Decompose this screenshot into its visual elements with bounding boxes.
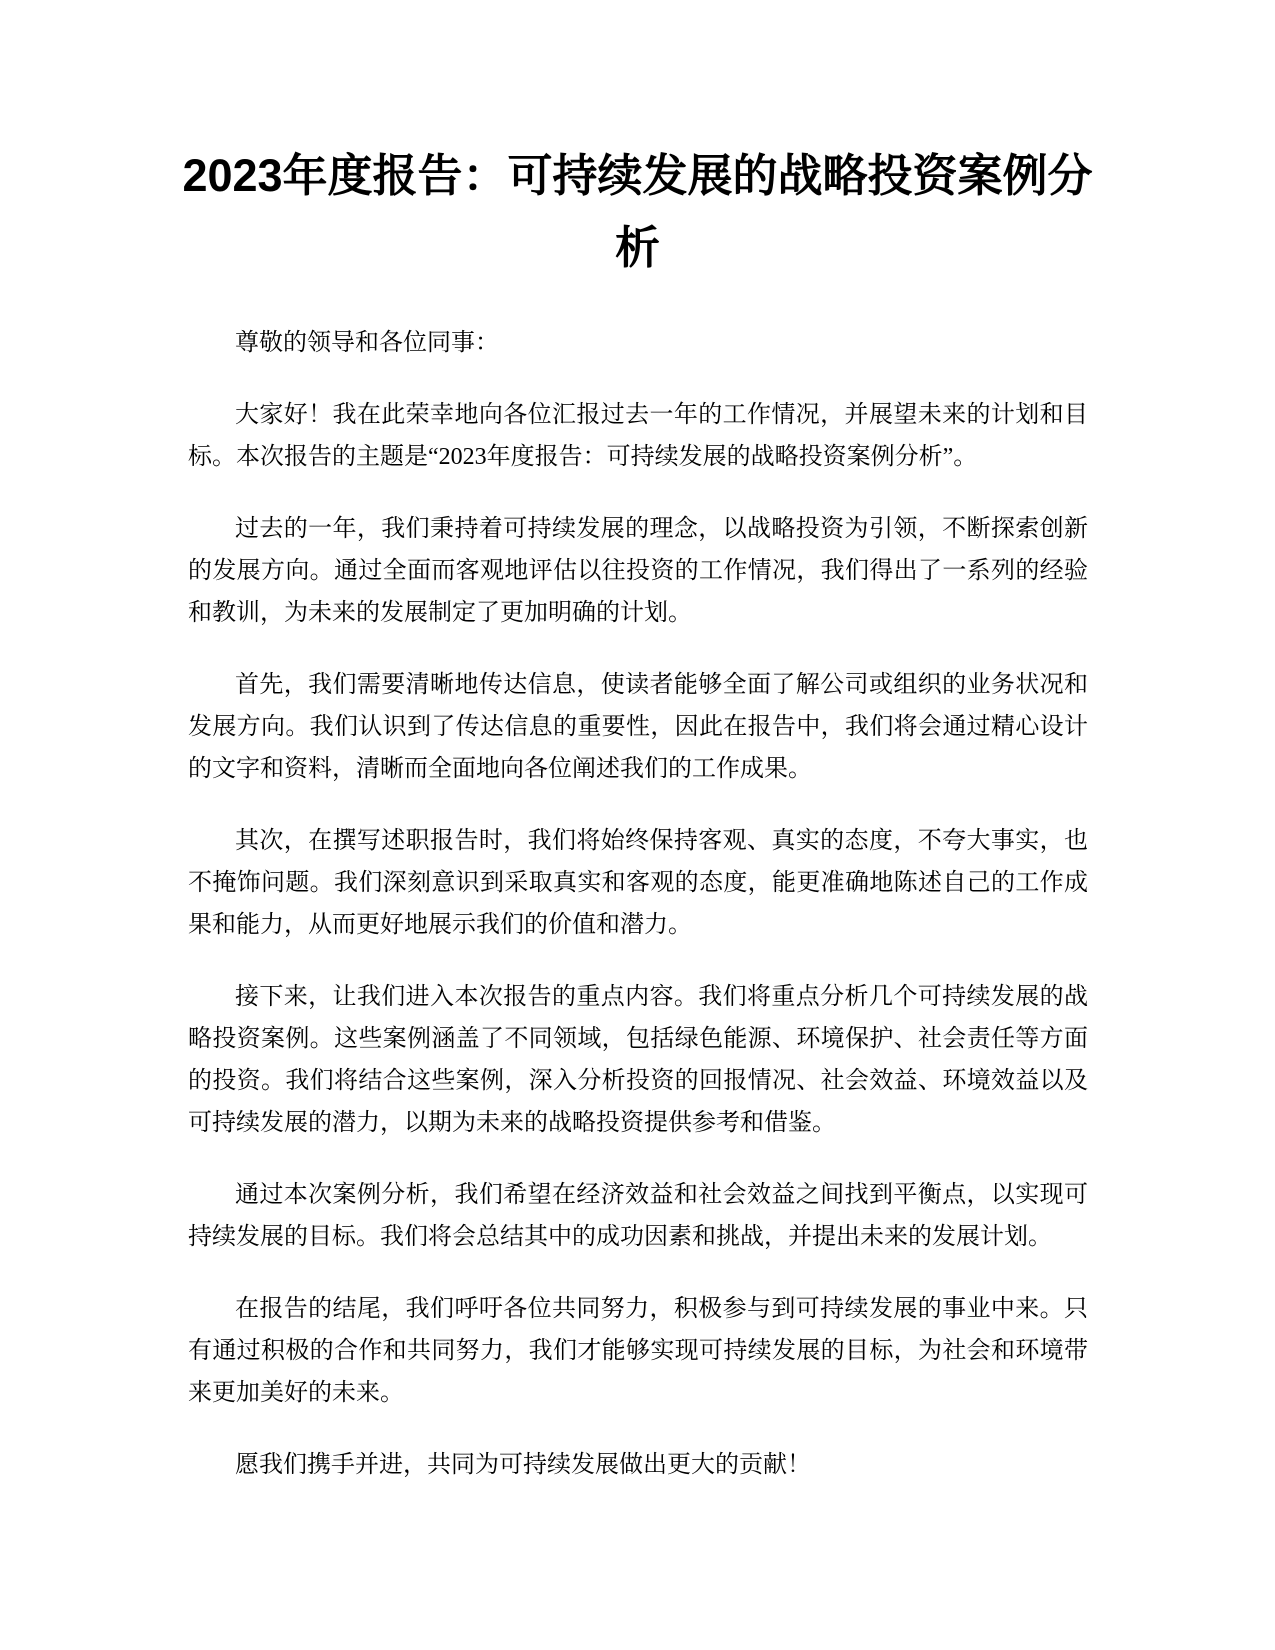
paragraph-past-year: 过去的一年，我们秉持着可持续发展的理念，以战略投资为引领，不断探索创新的发展方向。通过全面而客观地评估以往投资的工作情况，我们得出了一系列的经验和教训，为未来的发展制定了更加明确的计划。 — [188, 516, 1088, 626]
paragraph-case-analysis: 通过本次案例分析，我们希望在经济效益和社会效益之间找到平衡点，以实现可持续发展的目标。我们将会总结其中的成功因素和挑战，并提出未来的发展计划。 — [188, 1182, 1088, 1250]
paragraph-conclusion: 在报告的结尾，我们呼吁各位共同努力，积极参与到可持续发展的事业中来。只有通过积极的合作和共同努力，我们才能够实现可持续发展的目标，为社会和环境带来更加美好的未来。 — [188, 1296, 1088, 1406]
paragraph-salutation: 尊敬的领导和各位同事： — [235, 330, 499, 356]
document-title: 2023年度报告：可持续发展的战略投资案例分析 — [182, 150, 1093, 273]
paragraph-key-content: 接下来，让我们进入本次报告的重点内容。我们将重点分析几个可持续发展的战略投资案例。这些案例涵盖了不同领域，包括绿色能源、环境保护、社会责任等方面的投资。我们将结合这些案例，深入分析投资的回报情况、社会效益、环境效益以及可持续发展的潜力，以期为未来的战略投资提供参考和借鉴。 — [188, 984, 1088, 1136]
document-body — [188, 322, 1088, 1516]
paragraph-closing: 愿我们携手并进，共同为可持续发展做出更大的贡献！ — [235, 1452, 811, 1478]
paragraph-greeting: 大家好！我在此荣幸地向各位汇报过去一年的工作情况，并展望未来的计划和目标。本次报告的主题是“2023年度报告：可持续发展的战略投资案例分析”。 — [188, 402, 1088, 470]
paragraph-first: 首先，我们需要清晰地传达信息，使读者能够全面了解公司或组织的业务状况和发展方向。我们认识到了传达信息的重要性，因此在报告中，我们将会通过精心设计的文字和资料，清晰而全面地向各位阐述我们的工作成果。 — [188, 672, 1088, 782]
paragraph-second: 其次，在撰写述职报告时，我们将始终保持客观、真实的态度，不夸大事实，也不掩饰问题。我们深刻意识到采取真实和客观的态度，能更准确地陈述自己的工作成果和能力，从而更好地展示我们的价值和潜力。 — [188, 828, 1088, 938]
